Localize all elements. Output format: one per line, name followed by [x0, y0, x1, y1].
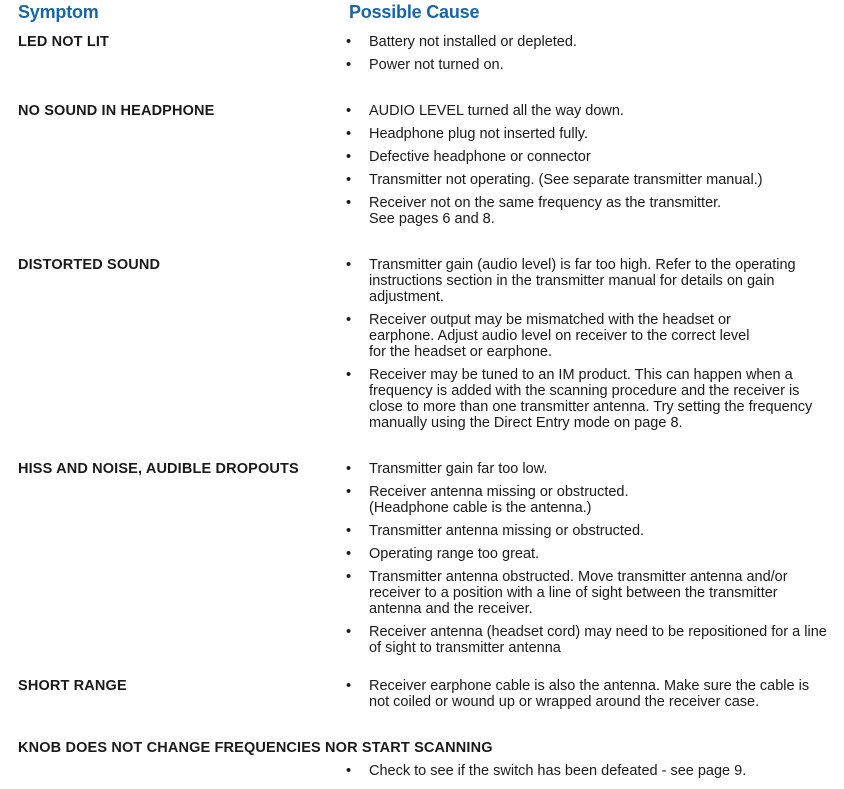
- bullet: •: [346, 763, 352, 779]
- cause-text: Battery not installed or depleted.: [369, 34, 577, 50]
- cause-item: [346, 257, 828, 305]
- symptom-no-sound: NO SOUND IN HEADPHONE: [18, 103, 215, 119]
- cause-text: Operating range too great.: [369, 546, 540, 562]
- bullet: •: [346, 312, 352, 328]
- bullet: •: [346, 624, 352, 640]
- causes-no-sound: [346, 103, 828, 234]
- bullet: •: [346, 546, 352, 562]
- cause-item: [346, 149, 828, 165]
- cause-text: Transmitter gain (audio level) is far too high. Refer to the operating instructions section in the transmitter manual for details on gain adjustment.: [369, 257, 796, 305]
- bullet: •: [346, 57, 352, 73]
- cause-text: Receiver antenna missing or obstructed. (Headphone cable is the antenna.): [369, 484, 629, 516]
- cause-text: Headphone plug not inserted fully.: [369, 126, 588, 142]
- cause-text: Check to see if the switch has been defeated - see page 9.: [369, 763, 747, 779]
- cause-item: [346, 484, 828, 516]
- cause-item: [346, 103, 828, 119]
- cause-item: [346, 624, 828, 656]
- bullet: •: [346, 126, 352, 142]
- causes-distorted-sound: [346, 257, 828, 438]
- bullet: •: [346, 34, 352, 50]
- cause-text: Receiver earphone cable is also the antenna. Make sure the cable is not coiled or wound up or wrapped around the receiver case.: [369, 678, 810, 710]
- causes-short-range: [346, 678, 828, 717]
- symptom-hiss-noise: HISS AND NOISE, AUDIBLE DROPOUTS: [18, 461, 299, 477]
- bullet: •: [346, 678, 352, 694]
- bullet: •: [346, 569, 352, 585]
- cause-item: [346, 312, 828, 360]
- causes-knob: [346, 763, 828, 786]
- symptom-short-range: SHORT RANGE: [18, 678, 127, 694]
- cause-item: [346, 195, 828, 227]
- cause-text: Receiver output may be mismatched with the headset or earphone. Adjust audio level on receiver to the correct level for the headset or earphone.: [369, 312, 750, 360]
- bullet: •: [346, 257, 352, 273]
- bullet: •: [346, 172, 352, 188]
- cause-text: Transmitter antenna obstructed. Move transmitter antenna and/or receiver to a position with a line of sight between the transmitter antenna and the receiver.: [369, 569, 788, 617]
- cause-item: [346, 461, 828, 477]
- cause-text: Transmitter not operating. (See separate transmitter manual.): [369, 172, 763, 188]
- cause-item: [346, 763, 828, 779]
- symptom-column-header: Symptom: [18, 2, 99, 22]
- cause-text: Transmitter gain far too low.: [369, 461, 548, 477]
- causes-hiss-noise: [346, 461, 828, 663]
- symptom-knob: KNOB DOES NOT CHANGE FREQUENCIES NOR START SCANNING: [18, 740, 493, 756]
- cause-item: [346, 126, 828, 142]
- cause-item: [346, 57, 828, 73]
- cause-item: [346, 546, 828, 562]
- cause-text: Transmitter antenna missing or obstructed.: [369, 523, 645, 539]
- causes-led-not-lit: [346, 34, 828, 80]
- cause-text: Receiver antenna (headset cord) may need to be repositioned for a line of sight to transmitter antenna: [369, 624, 827, 656]
- symptom-distorted-sound: DISTORTED SOUND: [18, 257, 161, 273]
- cause-text: Receiver not on the same frequency as the transmitter. See pages 6 and 8.: [369, 195, 722, 227]
- bullet: •: [346, 195, 352, 211]
- bullet: •: [346, 484, 352, 500]
- bullet: •: [346, 367, 352, 383]
- bullet: •: [346, 103, 352, 119]
- cause-item: [346, 678, 828, 710]
- cause-column-header: Possible Cause: [349, 2, 480, 22]
- cause-item: [346, 523, 828, 539]
- cause-text: Receiver may be tuned to an IM product. This can happen when a frequency is added with the scanning procedure and the receiver is close to more than one transmitter antenna. Try setting the frequency manually using the Direct Entry mode on page 8.: [369, 367, 813, 431]
- cause-text: Defective headphone or connector: [369, 149, 591, 165]
- bullet: •: [346, 461, 352, 477]
- cause-item: [346, 569, 828, 617]
- bullet: •: [346, 523, 352, 539]
- cause-item: [346, 34, 828, 50]
- bullet: •: [346, 149, 352, 165]
- cause-item: [346, 367, 828, 431]
- cause-text: Power not turned on.: [369, 57, 504, 73]
- symptom-led-not-lit: LED NOT LIT: [18, 34, 110, 50]
- cause-text: AUDIO LEVEL turned all the way down.: [369, 103, 624, 119]
- cause-item: [346, 172, 828, 188]
